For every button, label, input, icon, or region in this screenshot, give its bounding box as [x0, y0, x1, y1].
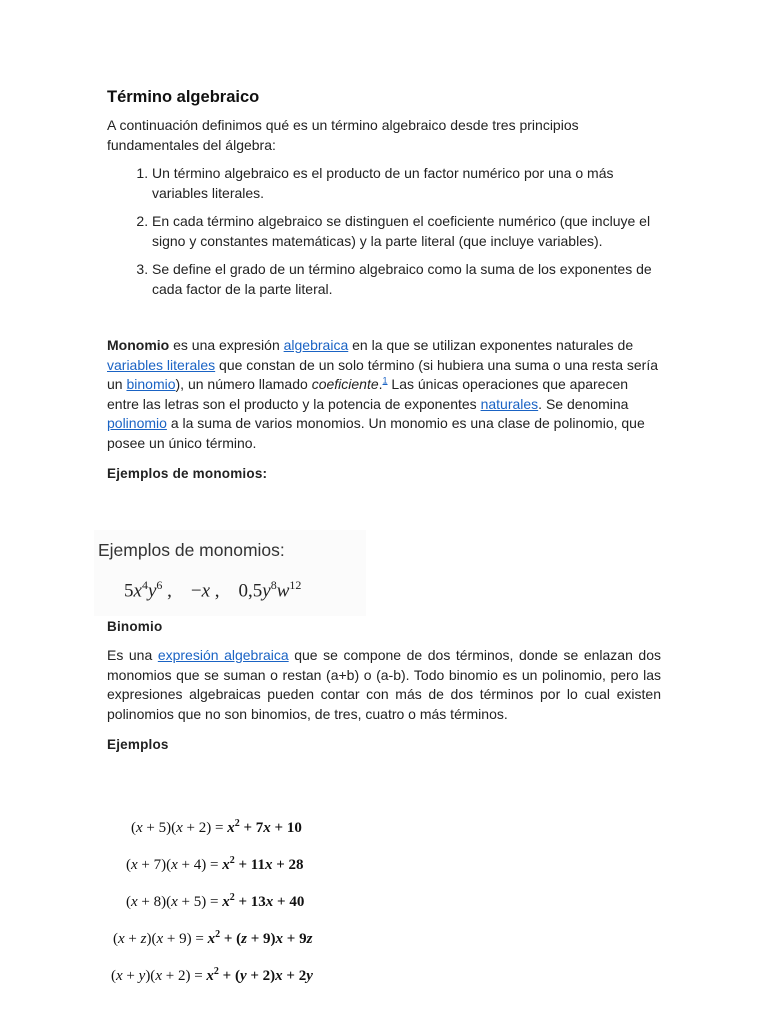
binomio-heading: Binomio: [107, 618, 163, 634]
link-polinomio[interactable]: polinomio: [107, 415, 167, 431]
equation-1: $(x + 5)(x + 2) = x^2 + 7x + 10$: [131, 818, 302, 836]
intro-paragraph: A continuación definimos qué es un término algebraico desde tres principios fundamentales del álgebra:: [107, 117, 579, 153]
reference-link[interactable]: 1: [382, 375, 388, 386]
text-run: a la suma de varios monomios. Un monomio es una clase de polinomio, que posee un único término.: [107, 415, 645, 451]
monomio-term: Monomio: [107, 337, 170, 353]
document-body: [107, 88, 661, 755]
text-run: que se compone de dos términos, donde se enlazan dos monomios que se suman o restan (a+b) o (a-b). Todo binomio es un polinomio, pero las expresiones algebraicas pueden contar con más de dos términos por lo cual existen polinomios que no son binomios, de tres, cuatro o más términos.: [107, 647, 661, 722]
monomio-formula: $5x^4y^6$ , −x , $0,5y^8w^{12}$: [124, 578, 302, 602]
equation-5: $(x + y)(x + 2) = x^2 + (y + 2)x + 2y$: [111, 966, 313, 984]
section-title: Término algebraico: [107, 88, 260, 106]
link-algebraica[interactable]: algebraica: [283, 337, 349, 353]
list-item: 3. Se define el grado de un término algebraico como la suma de los exponentes de cada factor de la parte literal.: [152, 260, 661, 299]
text-run: Las únicas operaciones que aparecen entre las letras son el producto y la potencia de exponentes: [107, 376, 629, 412]
list-item: 2. En cada término algebraico se distinguen el coeficiente numérico (que incluye el signo y constantes matemáticas) y la parte literal (que incluye variables).: [152, 212, 661, 251]
binomio-examples-heading: Ejemplos: [107, 737, 169, 752]
text-run: Es una: [107, 647, 158, 663]
link-binomio[interactable]: binomio: [126, 376, 176, 392]
equation-4: $(x + z)(x + 9) = x^2 + (z + 9)x + 9z$: [113, 929, 313, 947]
text-run: es una expresión: [169, 337, 284, 353]
text-run: que constan de un solo término (si hubiera una suma o una resta sería un: [107, 356, 658, 392]
monomio-examples-heading: Ejemplos de monomios:: [107, 466, 268, 481]
list-item: 1. Un término algebraico es el producto de un factor numérico por una o más variables literales.: [152, 164, 661, 203]
text-run: .: [378, 376, 383, 392]
equation-2: $(x + 7)(x + 4) = x^2 + 11x + 28$: [126, 855, 304, 873]
coeficiente-text: coeficiente: [311, 376, 379, 392]
principles-list: [107, 164, 661, 299]
equation-3: $(x + 8)(x + 5) = x^2 + 13x + 40$: [126, 892, 305, 910]
text-run: . Se denomina: [538, 395, 629, 412]
link-naturales[interactable]: naturales: [480, 395, 539, 412]
text-run: en la que se utilizan exponentes naturales de: [348, 337, 634, 353]
link-expresion-algebraica[interactable]: expresión algebraica: [157, 647, 289, 663]
figure-caption: Ejemplos de monomios:: [98, 540, 285, 560]
link-variables-literales[interactable]: variables literales: [107, 356, 216, 373]
binomio-paragraph: [107, 646, 661, 724]
monomio-paragraph: [107, 336, 661, 453]
monomio-examples-image: [94, 530, 366, 616]
text-run: ), un número llamado: [175, 376, 312, 392]
